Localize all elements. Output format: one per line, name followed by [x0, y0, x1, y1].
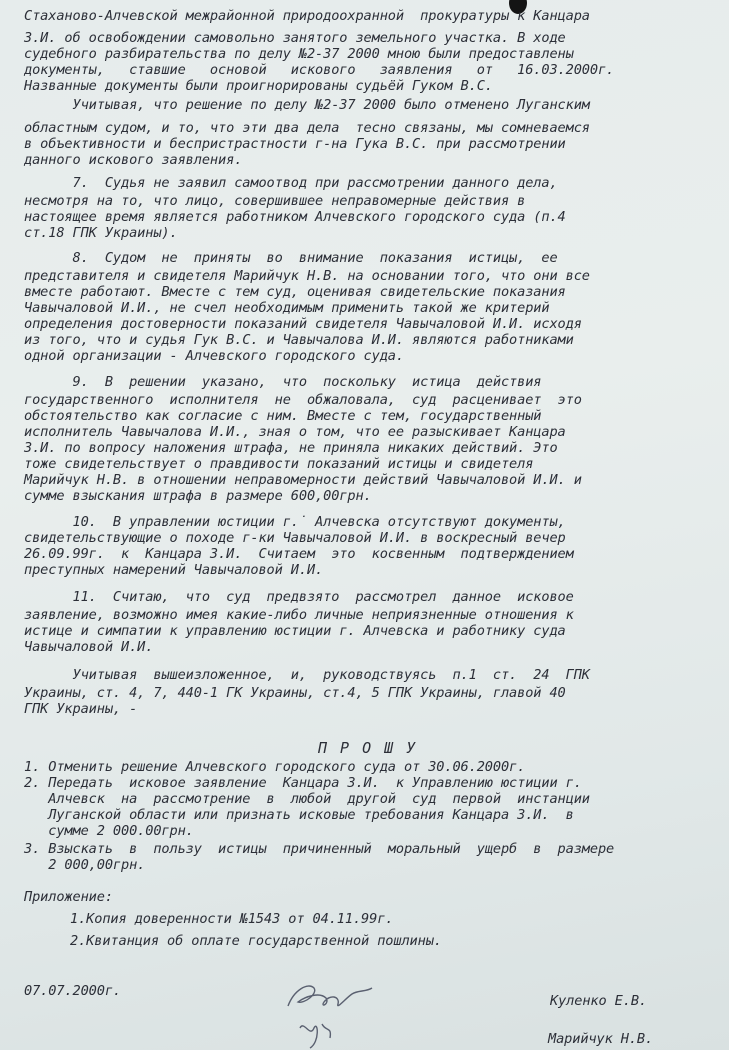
document-text-line: З.И. по вопросу наложения штрафа, не приняла никаких действий. Это	[24, 440, 558, 456]
document-text-line: Названные документы были проигнорированы судьёй Гуком В.С.	[24, 78, 493, 94]
handwritten-signature	[280, 968, 400, 1050]
document-text-line: Стаханово-Алчевской межрайонной природоохранной прокуратуры к Канцара	[24, 8, 590, 24]
document-text-line: Марийчук Н.В. в отношении неправомерности действий Чавычаловой И.И. и	[24, 472, 582, 488]
document-text-line: ст.18 ГПК Украины).	[24, 225, 178, 241]
request-heading: П Р О Ш У	[318, 739, 418, 757]
request-item: сумме 2 000.00грн.	[24, 823, 194, 839]
attachment-item: 2.Квитанция об оплате государственной пошлины.	[70, 933, 442, 949]
document-text-line: областным судом, и то, что эти два дела тесно связаны, мы сомневаемся	[24, 120, 590, 136]
request-item: 1. Отменить решение Алчевского городского суда от 30.06.2000г.	[24, 759, 526, 775]
document-text-line: 7. Судья не заявил самоотвод при рассмотрении данного дела,	[24, 175, 558, 191]
document-text-line: свидетельствующие о походе г-ки Чавычаловой И.И. в воскресный вечер	[24, 530, 566, 546]
request-item: Луганской области или признать исковые требования Канцара З.И. в	[24, 807, 574, 823]
document-text-line: Украины, ст. 4, 7, 440-1 ГК Украины, ст.4, 5 ГПК Украины, главой 40	[24, 685, 566, 701]
document-text-line: Учитывая вышеизложенное, и, руководствуясь п.1 ст. 24 ГПК	[24, 667, 590, 683]
document-text-line: ГПК Украины, -	[24, 701, 138, 717]
document-text-line: заявление, возможно имея какие-либо личные неприязненные отношения к	[24, 607, 574, 623]
document-text-line: документы, ставшие основой искового заявления от 16.03.2000г.	[24, 62, 615, 78]
signatory-name: Марийчук Н.В.	[548, 1031, 654, 1047]
document-text-line: Чавычаловой И.И.	[24, 639, 154, 655]
request-item: 2 000,00грн.	[24, 857, 146, 873]
document-text-line: 26.09.99г. к Канцара З.И. Считаем это косвенным подтверждением	[24, 546, 574, 562]
request-item: Алчевск на рассмотрение в любой другой суд первой инстанции	[24, 791, 590, 807]
attachments-title: Приложение:	[24, 889, 113, 905]
document-text-line: 10. В управлении юстиции г.˙ Алчевска отсутствуют документы,	[24, 514, 566, 530]
document-text-line: вместе работают. Вместе с тем суд, оценивая свидетельские показания	[24, 284, 566, 300]
document-text-line: Учитывая, что решение по делу №2-37 2000 было отменено Луганским	[24, 97, 590, 113]
document-text-line: 11. Считаю, что суд предвзято рассмотрел данное исковое	[24, 589, 574, 605]
document-text-line: исполнитель Чавычалова И.И., зная о том, что ее разыскивает Канцара	[24, 424, 566, 440]
attachment-item: 1.Копия доверенности №1543 от 04.11.99г.	[70, 911, 394, 927]
document-text-line: определения достоверности показаний свидетеля Чавычаловой И.И. исходя	[24, 316, 582, 332]
document-text-line: обстоятельство как согласие с ним. Вместе с тем, государственный	[24, 408, 542, 424]
request-item: 3. Взыскать в пользу истицы причиненный моральный ущерб в размере	[24, 841, 615, 857]
signatory-name: Куленко Е.В.	[550, 993, 648, 1009]
document-text-line: одной организации - Алчевского городского суда.	[24, 348, 404, 364]
document-text-line: в объективности и беспристрастности г-на Гука В.С. при рассмотрении	[24, 136, 566, 152]
document-text-line: несмотря на то, что лицо, совершившее неправомерные действия в	[24, 193, 526, 209]
document-text-line: Чавычаловой И.И., не счел необходимым применить такой же критерий	[24, 300, 550, 316]
document-text-line: тоже свидетельствует о правдивости показаний истицы и свидетеля	[24, 456, 534, 472]
document-text-line: 9. В решении указано, что поскольку истица действия	[24, 374, 542, 390]
document-date: 07.07.2000г.	[24, 983, 122, 999]
document-text-line: преступных намерений Чавычаловой И.И.	[24, 562, 324, 578]
document-text-line: судебного разбирательства по делу №2-37 2000 мною были предоставлены	[24, 46, 574, 62]
document-text-line: З.И. об освобождении самовольно занятого земельного участка. В ходе	[24, 30, 566, 46]
request-item: 2. Передать исковое заявление Канцара З.И. к Управлению юстиции г.	[24, 775, 582, 791]
document-text-line: настоящее время является работником Алчевского городского суда (п.4	[24, 209, 566, 225]
document-text-line: из того, что и судья Гук В.С. и Чавычалова И.И. являются работниками	[24, 332, 574, 348]
document-text-line: государственного исполнителя не обжаловала, суд расценивает это	[24, 392, 582, 408]
document-text-line: сумме взыскания штрафа в размере 600,00грн.	[24, 488, 372, 504]
document-text-line: данного искового заявления.	[24, 152, 243, 168]
document-text-line: представителя и свидетеля Марийчук Н.В. на основании того, что они все	[24, 268, 590, 284]
document-text-line: истице и симпатии к управлению юстиции г. Алчевска и работнику суда	[24, 623, 566, 639]
document-text-line: 8. Судом не приняты во внимание показания истицы, ее	[24, 250, 558, 266]
